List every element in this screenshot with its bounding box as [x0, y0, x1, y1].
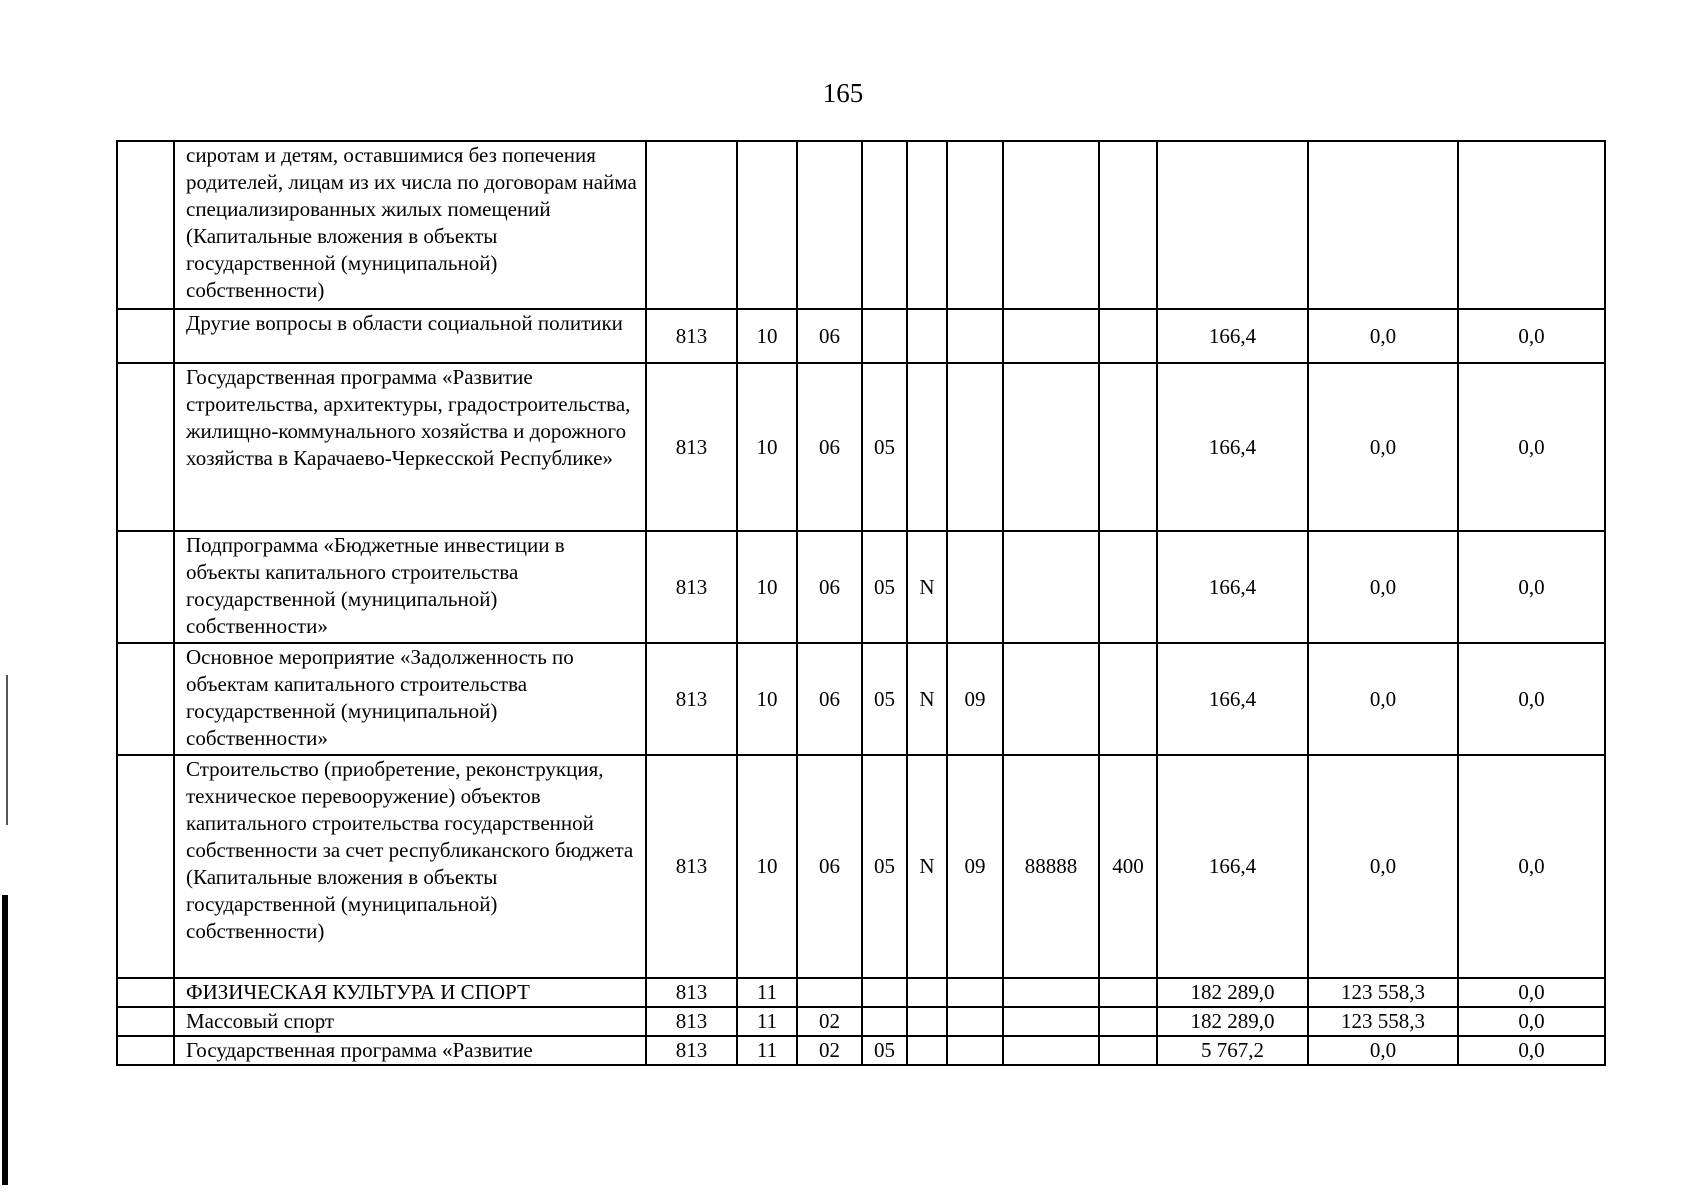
row-number-cell [117, 531, 174, 643]
program-code-cell: 05 [862, 531, 907, 643]
amount-year-2-cell [1308, 141, 1458, 309]
event-code-cell [947, 309, 1003, 363]
expense-type-cell [1099, 531, 1157, 643]
event-code-cell [947, 363, 1003, 531]
subprogram-code-cell [907, 1036, 947, 1065]
direction-code-cell [1003, 531, 1099, 643]
direction-code-cell [1003, 309, 1099, 363]
subprogram-code-cell [907, 141, 947, 309]
amount-year-3-cell [1458, 141, 1605, 309]
event-code-cell: 09 [947, 755, 1003, 978]
amount-year-2-cell: 123 558,3 [1308, 978, 1458, 1007]
item-name-cell: Государственная программа «Развитие строительства, архитектуры, градостроительства, жилищно-коммунального хозяйства и дорожного хозяйства в Карачаево-Черкесской Республике» [174, 363, 646, 531]
subprogram-code-cell [907, 309, 947, 363]
amount-year-2-cell: 0,0 [1308, 755, 1458, 978]
expense-type-cell [1099, 309, 1157, 363]
amount-year-3-cell: 0,0 [1458, 363, 1605, 531]
program-code-cell [862, 978, 907, 1007]
amount-year-2-cell: 0,0 [1308, 1036, 1458, 1065]
expense-type-cell: 400 [1099, 755, 1157, 978]
amount-year-1-cell: 166,4 [1157, 755, 1308, 978]
item-name-cell: Государственная программа «Развитие [174, 1036, 646, 1065]
direction-code-cell [1003, 141, 1099, 309]
amount-year-3-cell: 0,0 [1458, 643, 1605, 755]
section-code-cell: 10 [737, 309, 797, 363]
item-name-cell: ФИЗИЧЕСКАЯ КУЛЬТУРА И СПОРТ [174, 978, 646, 1007]
program-code-cell [862, 309, 907, 363]
budget-table [116, 140, 1606, 1066]
section-code-cell: 11 [737, 978, 797, 1007]
subprogram-code-cell: N [907, 531, 947, 643]
event-code-cell [947, 1036, 1003, 1065]
amount-year-3-cell: 0,0 [1458, 978, 1605, 1007]
row-number-cell [117, 643, 174, 755]
subsection-code-cell: 02 [797, 1007, 862, 1036]
section-code-cell [737, 141, 797, 309]
row-number-cell [117, 363, 174, 531]
section-code-cell: 10 [737, 531, 797, 643]
expense-type-cell [1099, 978, 1157, 1007]
amount-year-3-cell: 0,0 [1458, 1036, 1605, 1065]
table-row [117, 1007, 1605, 1036]
direction-code-cell [1003, 1007, 1099, 1036]
direction-code-cell [1003, 1036, 1099, 1065]
amount-year-3-cell: 0,0 [1458, 755, 1605, 978]
expense-type-cell [1099, 1007, 1157, 1036]
amount-year-2-cell: 0,0 [1308, 309, 1458, 363]
program-code-cell: 05 [862, 643, 907, 755]
direction-code-cell [1003, 643, 1099, 755]
amount-year-1-cell: 166,4 [1157, 531, 1308, 643]
amount-year-1-cell: 5 767,2 [1157, 1036, 1308, 1065]
subsection-code-cell: 06 [797, 309, 862, 363]
amount-year-1-cell [1157, 141, 1308, 309]
item-name-cell: Массовый спорт [174, 1007, 646, 1036]
item-name-cell: Основное мероприятие «Задолженность по объектам капитального строительства государственной (муниципальной) собственности» [174, 643, 646, 755]
scan-edge-mark [6, 675, 8, 825]
amount-year-1-cell: 166,4 [1157, 643, 1308, 755]
event-code-cell [947, 531, 1003, 643]
table-row [117, 978, 1605, 1007]
direction-code-cell: 88888 [1003, 755, 1099, 978]
item-name-cell: Строительство (приобретение, реконструкция, техническое перевооружение) объектов капитального строительства государственной собственности за счет республиканского бюджета (Капитальные вложения в объекты государственной (муниципальной) собственности) [174, 755, 646, 978]
table-row [117, 1036, 1605, 1065]
item-name-cell: сиротам и детям, оставшимися без попечения родителей, лицам из их числа по договорам найма специализированных жилых помещений (Капитальные вложения в объекты государственной (муниципальной) собственности) [174, 141, 646, 309]
item-name-cell: Другие вопросы в области социальной политики [174, 309, 646, 363]
event-code-cell: 09 [947, 643, 1003, 755]
table-row [117, 309, 1605, 363]
amount-year-2-cell: 0,0 [1308, 531, 1458, 643]
section-code-cell: 11 [737, 1007, 797, 1036]
amount-year-3-cell: 0,0 [1458, 531, 1605, 643]
section-code-cell: 10 [737, 755, 797, 978]
subprogram-code-cell: N [907, 755, 947, 978]
subsection-code-cell [797, 978, 862, 1007]
ministry-code-cell [646, 141, 737, 309]
row-number-cell [117, 755, 174, 978]
expense-type-cell [1099, 1036, 1157, 1065]
expense-type-cell [1099, 141, 1157, 309]
ministry-code-cell: 813 [646, 531, 737, 643]
event-code-cell [947, 978, 1003, 1007]
ministry-code-cell: 813 [646, 309, 737, 363]
expense-type-cell [1099, 643, 1157, 755]
amount-year-2-cell: 0,0 [1308, 643, 1458, 755]
ministry-code-cell: 813 [646, 363, 737, 531]
row-number-cell [117, 1007, 174, 1036]
subsection-code-cell: 06 [797, 531, 862, 643]
expense-type-cell [1099, 363, 1157, 531]
ministry-code-cell: 813 [646, 643, 737, 755]
table-row [117, 531, 1605, 643]
direction-code-cell [1003, 363, 1099, 531]
subprogram-code-cell [907, 978, 947, 1007]
event-code-cell [947, 1007, 1003, 1036]
subprogram-code-cell: N [907, 643, 947, 755]
program-code-cell: 05 [862, 363, 907, 531]
subsection-code-cell: 06 [797, 755, 862, 978]
ministry-code-cell: 813 [646, 1007, 737, 1036]
section-code-cell: 11 [737, 1036, 797, 1065]
table-row [117, 643, 1605, 755]
page-number: 165 [822, 78, 864, 108]
event-code-cell [947, 141, 1003, 309]
scan-edge-bar [2, 895, 8, 1185]
subprogram-code-cell [907, 1007, 947, 1036]
row-number-cell [117, 978, 174, 1007]
ministry-code-cell: 813 [646, 755, 737, 978]
table-row [117, 363, 1605, 531]
table-row [117, 755, 1605, 978]
amount-year-2-cell: 0,0 [1308, 363, 1458, 531]
section-code-cell: 10 [737, 643, 797, 755]
direction-code-cell [1003, 978, 1099, 1007]
row-number-cell [117, 141, 174, 309]
subsection-code-cell: 06 [797, 643, 862, 755]
amount-year-3-cell: 0,0 [1458, 309, 1605, 363]
subsection-code-cell: 06 [797, 363, 862, 531]
subprogram-code-cell [907, 363, 947, 531]
amount-year-2-cell: 123 558,3 [1308, 1007, 1458, 1036]
row-number-cell [117, 309, 174, 363]
amount-year-1-cell: 166,4 [1157, 309, 1308, 363]
ministry-code-cell: 813 [646, 1036, 737, 1065]
row-number-cell [117, 1036, 174, 1065]
program-code-cell: 05 [862, 755, 907, 978]
item-name-cell: Подпрограмма «Бюджетные инвестиции в объекты капитального строительства государственной (муниципальной) собственности» [174, 531, 646, 643]
amount-year-1-cell: 182 289,0 [1157, 978, 1308, 1007]
program-code-cell: 05 [862, 1036, 907, 1065]
amount-year-1-cell: 166,4 [1157, 363, 1308, 531]
section-code-cell: 10 [737, 363, 797, 531]
amount-year-3-cell: 0,0 [1458, 1007, 1605, 1036]
ministry-code-cell: 813 [646, 978, 737, 1007]
program-code-cell [862, 141, 907, 309]
amount-year-1-cell: 182 289,0 [1157, 1007, 1308, 1036]
program-code-cell [862, 1007, 907, 1036]
table-row [117, 141, 1605, 309]
subsection-code-cell: 02 [797, 1036, 862, 1065]
subsection-code-cell [797, 141, 862, 309]
